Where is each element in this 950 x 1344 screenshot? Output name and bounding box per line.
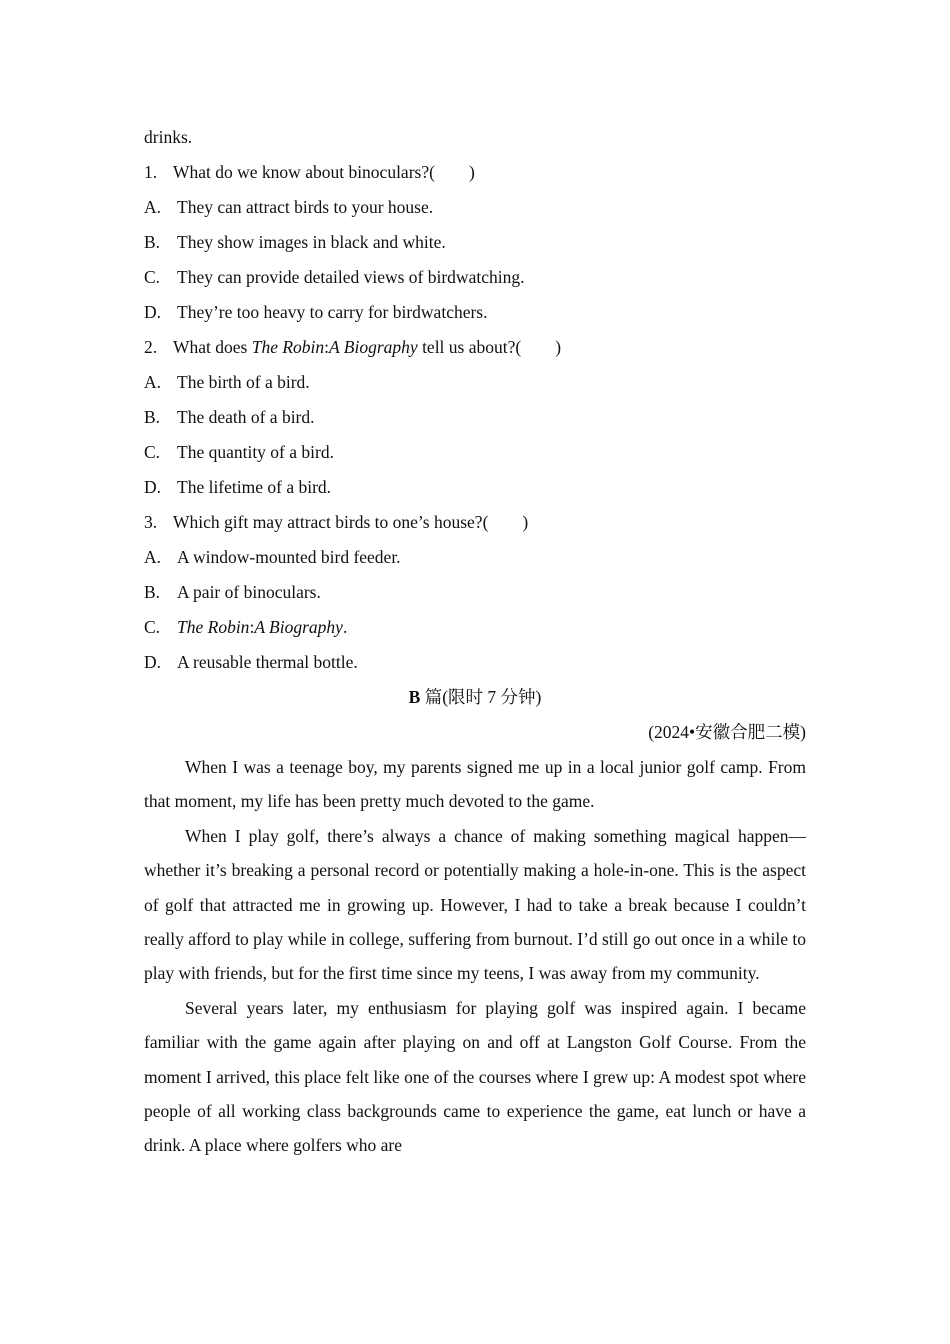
option-2b[interactable] — [144, 400, 806, 435]
option-1b[interactable] — [144, 225, 806, 260]
option-text: A reusable thermal bottle. — [177, 652, 358, 672]
title-colon: : — [249, 617, 255, 637]
section-source: (2024•安徽合肥二模) — [648, 722, 806, 742]
option-2a[interactable] — [144, 365, 806, 400]
option-letter: B. — [144, 407, 161, 427]
option-letter: A. — [144, 372, 162, 392]
option-letter: D. — [144, 652, 162, 672]
option-text: The quantity of a bird. — [177, 442, 334, 462]
option-text: They show images in black and white. — [177, 232, 446, 252]
answer-bracket-close: ) — [522, 512, 529, 532]
option-letter: D. — [144, 477, 162, 497]
book-title-part-b: A Biography — [254, 617, 343, 637]
option-3c[interactable] — [144, 610, 806, 645]
option-2d[interactable] — [144, 470, 806, 505]
answer-bracket-open: ( — [515, 337, 522, 357]
option-3b[interactable] — [144, 575, 806, 610]
option-letter: C. — [144, 267, 161, 287]
option-text: A window-mounted bird feeder. — [177, 547, 401, 567]
question-2 — [144, 330, 806, 365]
option-text: The death of a bird. — [177, 407, 315, 427]
option-text: The lifetime of a bird. — [177, 477, 332, 497]
question-stem-post: tell us about? — [417, 337, 516, 357]
option-end: . — [342, 617, 348, 637]
option-text: The birth of a bird. — [177, 372, 310, 392]
question-stem-pre: What does — [173, 337, 252, 357]
question-stem: What do we know about binoculars? — [173, 162, 430, 182]
question-1 — [144, 155, 806, 190]
question-number: 2. — [144, 337, 158, 357]
option-text: They can attract birds to your house. — [177, 197, 434, 217]
section-heading — [144, 680, 806, 715]
question-stem: Which gift may attract birds to one’s house? — [173, 512, 483, 532]
passage-paragraph-3: Several years later, my enthusiasm for playing golf was inspired again. I became familiar with the game again after playing on and off at Langston Golf Course. From the moment I arrived, this place felt like one of the courses where I grew up: A modest spot where people of all working class backgrounds came to experience the game, eat lunch or have a drink. A place where golfers who are — [144, 997, 806, 1156]
option-letter: B. — [144, 582, 161, 602]
book-title-part-b: A Biography — [329, 337, 418, 357]
book-title-part-a: The Robin — [251, 337, 325, 357]
answer-bracket-close: ) — [555, 337, 562, 357]
option-text: A pair of binoculars. — [177, 582, 321, 602]
question-number: 1. — [144, 162, 158, 182]
book-title-part-a: The Robin — [177, 617, 250, 637]
option-3d[interactable] — [144, 645, 806, 680]
answer-bracket-close: ) — [468, 162, 475, 182]
option-letter: C. — [144, 442, 161, 462]
option-letter: B. — [144, 232, 161, 252]
option-letter: C. — [144, 617, 161, 637]
option-2c[interactable] — [144, 435, 806, 470]
option-text: They can provide detailed views of birdwatching. — [177, 267, 525, 287]
title-colon: : — [324, 337, 330, 357]
document-page — [144, 120, 806, 1163]
section-label: 篇(限时 7 分钟) — [420, 687, 542, 707]
option-3a[interactable] — [144, 540, 806, 575]
lead-text: drinks. — [144, 127, 193, 147]
passage-paragraph-2: When I play golf, there’s always a chance of making something magical happen—whether it’s breaking a personal record or potentially making a hole-in-one. This is the aspect of golf that attracted me in growing up. However, I had to take a break because I couldn’t really afford to play while in college, suffering from burnout. I’d still go out once in a while to play with friends, but for the first time since my teens, I was away from my community. — [144, 825, 806, 984]
answer-bracket-open: ( — [482, 512, 489, 532]
option-letter: A. — [144, 197, 162, 217]
option-text: They’re too heavy to carry for birdwatchers. — [177, 302, 488, 322]
question-3 — [144, 505, 806, 540]
passage-paragraph-1: When I was a teenage boy, my parents signed me up in a local junior golf camp. From that moment, my life has been pretty much devoted to the game. — [144, 757, 806, 812]
option-letter: A. — [144, 547, 162, 567]
section-letter: B — [408, 687, 421, 707]
answer-bracket-open: ( — [429, 162, 435, 182]
option-1c[interactable] — [144, 260, 806, 295]
option-1a[interactable] — [144, 190, 806, 225]
option-letter: D. — [144, 302, 162, 322]
question-number: 3. — [144, 512, 158, 532]
option-1d[interactable] — [144, 295, 806, 330]
